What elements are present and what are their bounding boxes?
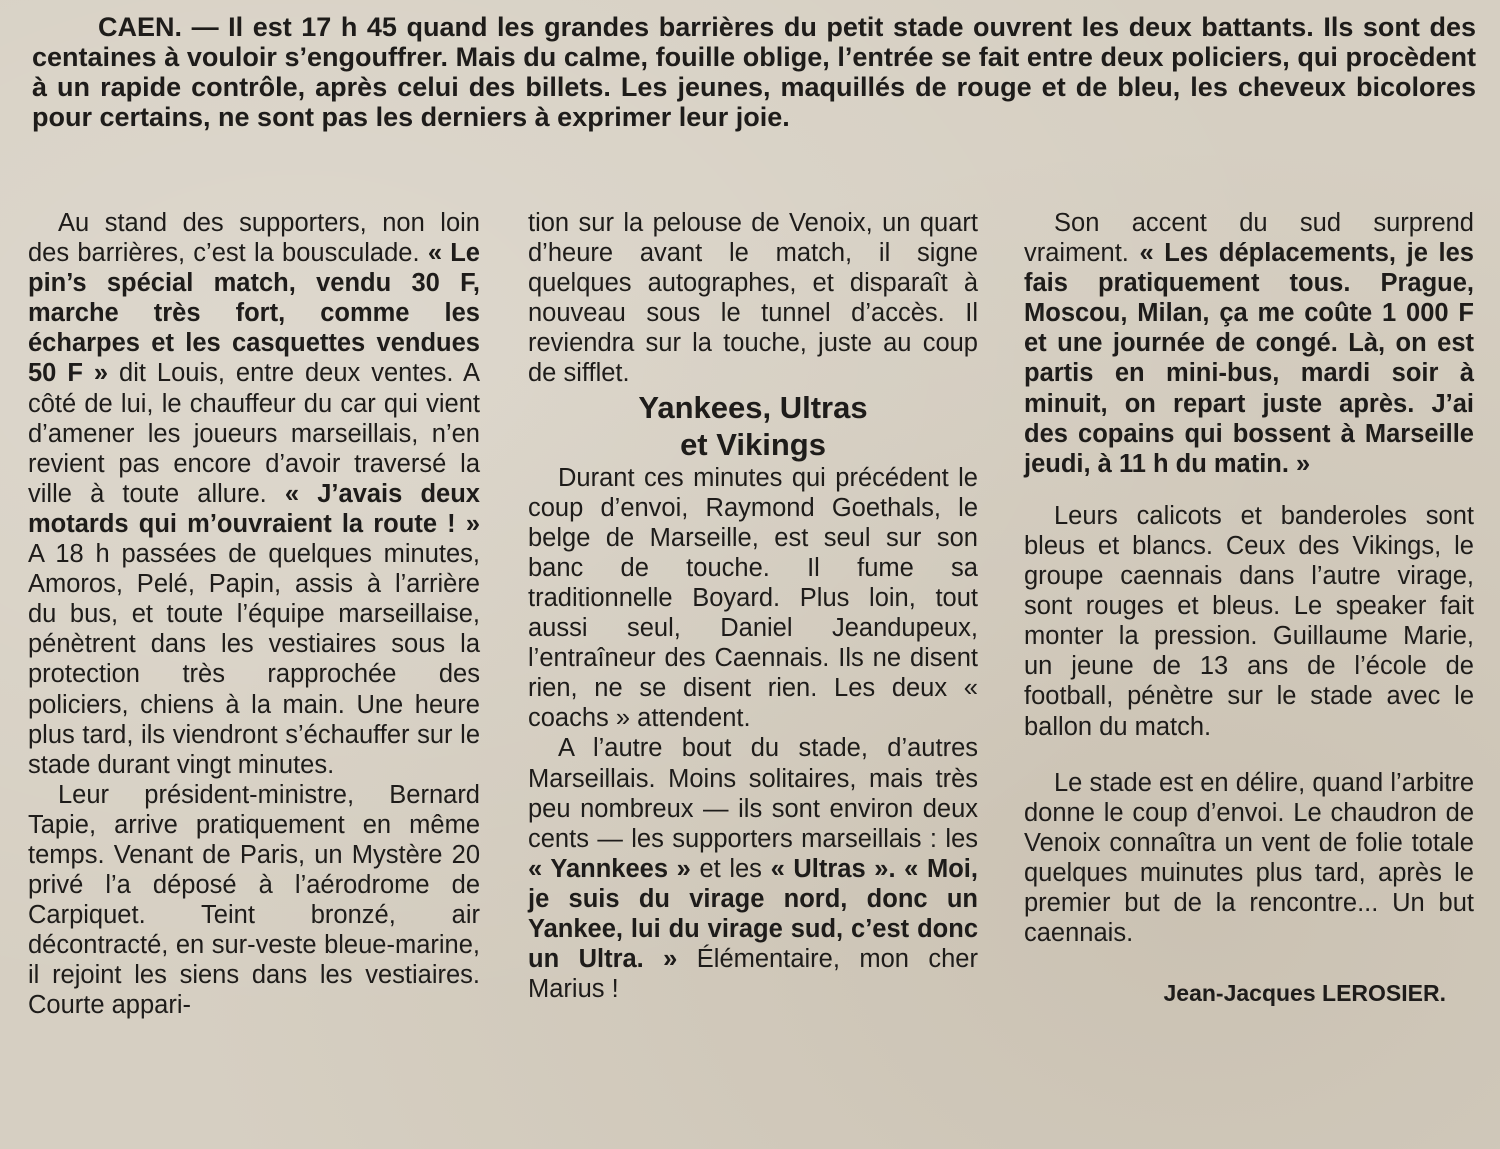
paragraph — [28, 208, 480, 780]
paragraph: Durant ces minutes qui précédent le coup d’envoi, Raymond Goethals, le belge de Marseille, est seul sur son banc de touche. Il fume sa traditionnelle Boyard. Plus loin, tout aussi seul, Daniel Jeandupeux, l’entraîneur des Caennais. Ils ne disent rien, ne se disent rien. Les deux « coachs » attendent. — [528, 463, 978, 733]
dateline: CAEN. — [98, 12, 183, 42]
paragraph — [528, 733, 978, 1004]
quote: « J’avais deux motards qui m’ouvraient la route ! » — [28, 479, 480, 538]
author-signature: Jean-Jacques LEROSIER. — [1163, 980, 1446, 1007]
quote: « Yannkees » — [528, 854, 691, 883]
paragraph: Leurs calicots et banderoles sont bleus et blancs. Ceux des Vikings, le groupe caennais dans l’autre virage, sont rouges et bleus. Le speaker fait monter la pression. Guillaume Marie, un jeune de 13 ans de l’école de football, pénètre sur le stade avec le ballon du match. — [1024, 501, 1474, 741]
body-text: et les — [699, 854, 762, 883]
paragraph: tion sur la pelouse de Venoix, un quart d’heure avant le match, il signe quelques autographes, et disparaît à nouveau sous le tunnel d’accès. Il reviendra sur la touche, juste au coup de sifflet. — [528, 209, 978, 388]
body-text: A l’autre bout du stade, d’autres Marseillais. Moins solitaires, mais très peu nombreux — ils sont environ deux cents — les supporters marseillais : les — [528, 734, 978, 853]
paragraph: Leur président-ministre, Bernard Tapie, arrive pratiquement en même temps. Venant de Paris, un Mystère 20 privé l’a déposé à l’aérodrome de Carpiquet. Teint bronzé, air décontracté, en sur-veste bleue-marine, il rejoint les siens dans les vestiaires. Courte appari- — [28, 780, 480, 1020]
body-text: A 18 h passées de quelques minutes, Amoros, Pelé, Papin, assis à l’arrière du bus, et toute l’équipe marseillaise, pénètrent dans les vestiaires sous la protection très rapprochée des policiers, chiens à la main. Une heure plus tard, ils viendront s’échauffer sur le stade durant vingt minutes. — [28, 540, 480, 779]
column-3 — [1024, 208, 1474, 1008]
lead-text: — Il est 17 h 45 quand les grandes barrières du petit stade ouvrent les deux battants. Ils sont des centaines à vouloir s’engouffrer. Mais du calme, fouille oblige, l’entrée se fait entre deux policiers, qui procèdent à un rapide contrôle, après celui des billets. Les jeunes, maquillés de rouge et de bleu, les cheveux bicolores pour certains, ne sont pas les derniers à exprimer leur joie. — [32, 12, 1476, 132]
paragraph: Le stade est en délire, quand l’arbitre donne le coup d’envoi. Le chaudron de Venoix connaîtra un vent de folie totale quelques muinutes plus tard, après le premier but de la rencontre... Un but caennais. — [1024, 768, 1474, 948]
subheading-line: et Vikings — [680, 426, 826, 462]
article-lead — [32, 12, 1476, 132]
body-text: dit Louis, entre deux ventes. A côté de lui, le chauffeur du car qui vient d’amener les joueurs marseillais, n’en revient pas encore d’avoir traversé la ville à toute allure. — [28, 359, 481, 508]
quote: « Moi, je suis du virage nord, donc un Yankee, lui du virage sud, c’est donc un Ultra. » — [528, 854, 978, 974]
subheading-line: Yankees, Ultras — [638, 389, 868, 425]
paragraph — [1024, 208, 1474, 479]
quote: « Les déplacements, je les fais pratiquement tous. Prague, Moscou, Milan, ça me coûte 1 000 F et une journée de congé. Là, on est partis en mini-bus, mardi soir à minuit, on repart juste après. J’ai des copains qui bossent à Marseille jeudi, à 11 h du matin. » — [1024, 239, 1474, 478]
column-2 — [528, 208, 978, 1004]
body-text: Élémentaire, mon cher Marius ! — [528, 945, 978, 1004]
section-subheading — [528, 389, 978, 463]
quote: « Ultras ». — [770, 854, 896, 883]
body-text: Au stand des supporters, non loin des barrières, c’est la bousculade. — [28, 209, 480, 268]
quote: « Le pin’s spécial match, vendu 30 F, marche très fort, comme les écharpes et les casquettes vendues 50 F » — [28, 239, 480, 388]
body-text: Son accent du sud surprend vraiment. — [1024, 209, 1474, 268]
column-1 — [28, 208, 480, 1021]
